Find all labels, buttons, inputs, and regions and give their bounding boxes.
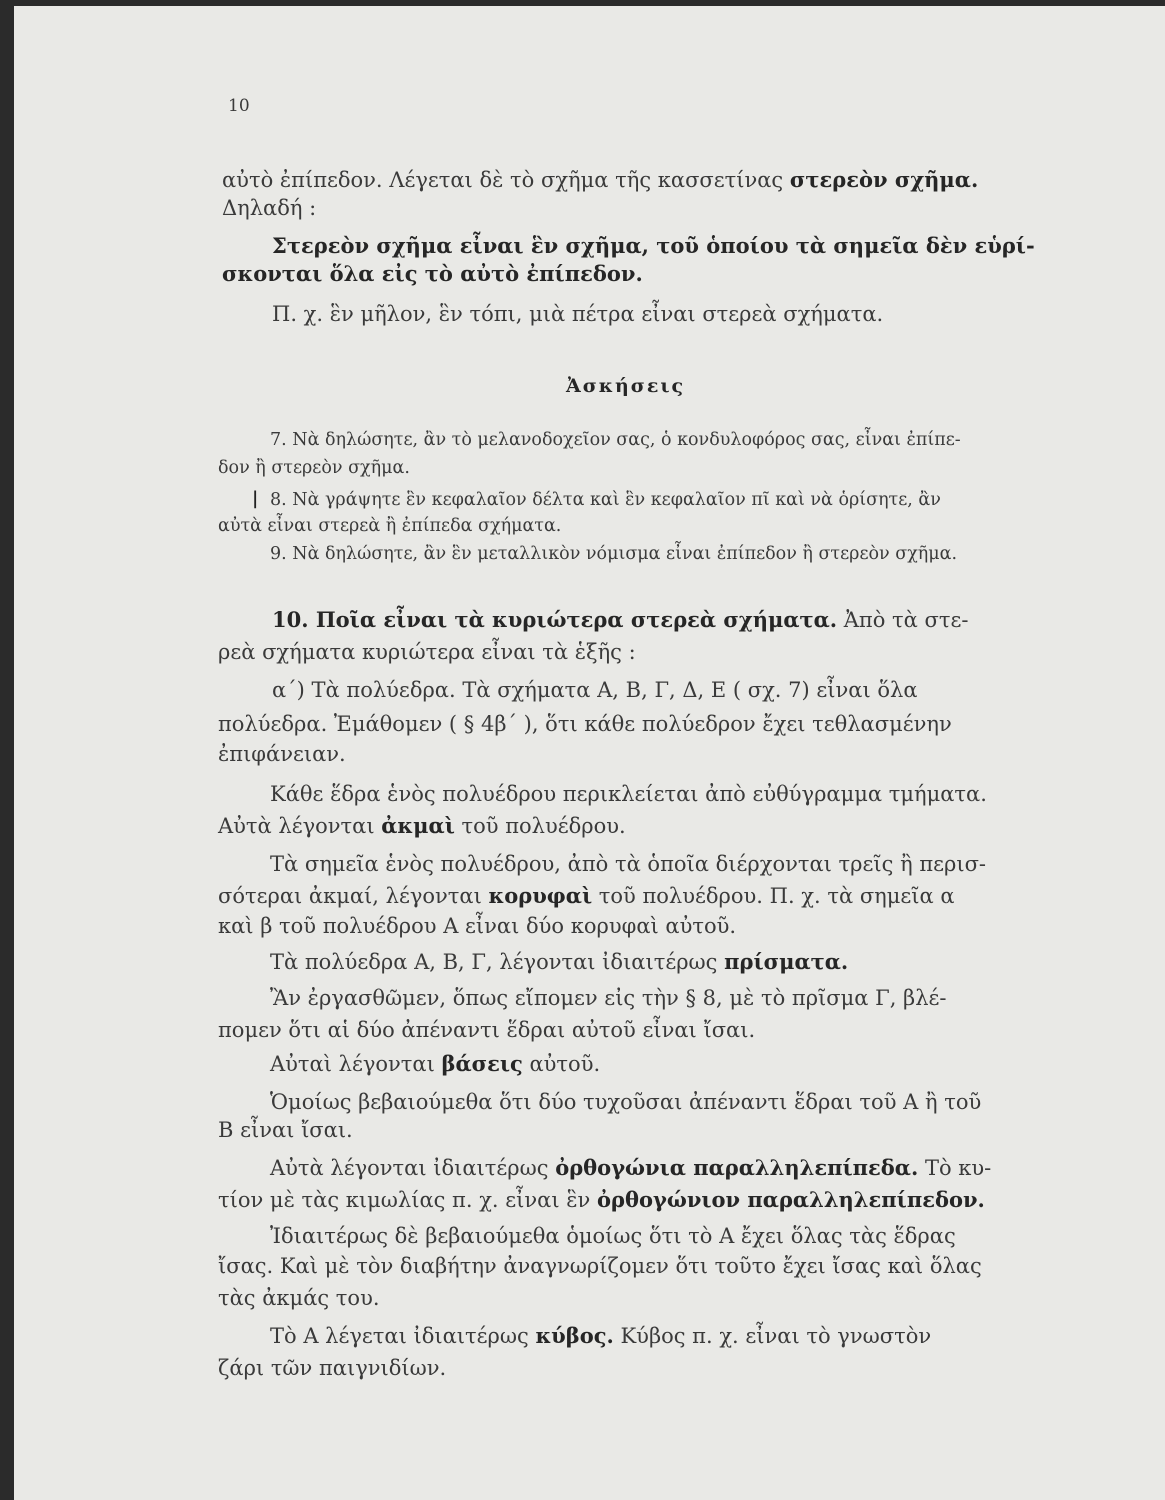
bold-term: ὀρθογώνια παραλληλεπίπεδα. <box>555 1155 919 1180</box>
text-run: τίον μὲ τὰς κιμωλίας π. χ. εἶναι ἓν <box>218 1188 597 1212</box>
paragraph-line: ἴσας. Καὶ μὲ τὸν διαβήτην ἀναγνωρίζομεν ὅτι τοῦτο ἔχει ἴσας καὶ ὅλας <box>218 1254 982 1278</box>
bold-term: κορυφαὶ <box>488 883 593 908</box>
text-run: Τὰ πολύεδρα Α, Β, Γ, λέγονται ἰδιαιτέρως <box>270 950 725 974</box>
example-line: Π. χ. ἓν μῆλον, ἓν τόπι, μιὰ πέτρα εἶναι στερεὰ σχήματα. <box>272 302 884 326</box>
text-run: Ἀπὸ τὰ στε- <box>837 608 969 632</box>
paragraph-line: Κάθε ἕδρα ἑνὸς πολυέδρου περικλείεται ἀπὸ εὐθύγραμμα τμήματα. <box>270 782 987 806</box>
page-number: 10 <box>228 96 250 116</box>
paragraph-line <box>270 1154 991 1182</box>
paragraph-line: πολύεδρα. Ἐμάθομεν ( § 4β΄ ), ὅτι κάθε πολύεδρον ἔχει τεθλασμένην <box>218 712 952 736</box>
paragraph-line: ρεὰ σχήματα κυριώτερα εἶναι τὰ ἑξῆς : <box>218 640 636 664</box>
paragraph-line: τὰς ἀκμάς του. <box>218 1286 380 1310</box>
paragraph-line <box>270 1322 931 1350</box>
paragraph-line: Ἂν ἐργασθῶμεν, ὅπως εἴπομεν εἰς τὴν § 8, μὲ τὸ πρῖσμα Γ, βλέ- <box>270 986 947 1010</box>
bold-term: ὀρθογώνιον παραλληλεπίπεδον. <box>596 1187 985 1212</box>
paragraph-line: καὶ β τοῦ πολυέδρου Α εἶναι δύο κορυφαὶ αὐτοῦ. <box>218 914 737 938</box>
paragraph-line <box>218 882 955 910</box>
bold-term: ἀκμαὶ <box>381 813 455 838</box>
exercise-8-line: αὐτὰ εἶναι στερεὰ ἢ ἐπίπεδα σχήματα. <box>218 516 562 536</box>
text-run: σότεραι ἀκμαί, λέγονται <box>218 884 489 908</box>
text-run: τοῦ πολυέδρου. Π. χ. τὰ σημεῖα α <box>592 884 955 908</box>
text-run: Αὐτὰ λέγονται <box>218 814 382 838</box>
text-run: Αὐταὶ λέγονται <box>270 1052 442 1076</box>
paragraph-line <box>218 1186 985 1214</box>
paragraph-line: Ἰδιαιτέρως δὲ βεβαιούμεθα ὁμοίως ὅτι τὸ Α ἔχει ὅλας τὰς ἕδρας <box>270 1224 956 1248</box>
exercise-7-line: 7. Νὰ δηλώσητε, ἂν τὸ μελανοδοχεῖον σας, ὁ κονδυλοφόρος σας, εἶναι ἐπίπε- <box>270 430 961 450</box>
exercise-7-line: δον ἢ στερεὸν σχῆμα. <box>218 458 410 478</box>
paragraph-line: ἐπιφάνειαν. <box>218 742 346 766</box>
exercises-heading: Ἀσκήσεις <box>566 375 686 397</box>
paragraph-line <box>270 948 848 976</box>
paragraph-line <box>218 812 626 840</box>
text-run: Αὐτὰ λέγονται ἰδιαιτέρως <box>270 1156 556 1180</box>
paragraph-line <box>222 166 978 194</box>
paragraph-line: α΄) Τὰ πολύεδρα. Τὰ σχήματα Α, Β, Γ, Δ, Ε ( σχ. 7) εἶναι ὅλα <box>272 678 918 702</box>
text-run: Τὸ κυ- <box>918 1156 992 1180</box>
paragraph-line: Β εἶναι ἴσαι. <box>218 1118 353 1142</box>
book-page <box>14 6 1165 1500</box>
text-run: Κύβος π. χ. εἶναι τὸ γνωστὸν <box>613 1324 932 1348</box>
paragraph-line: ζάρι τῶν παιγνιδίων. <box>218 1356 447 1380</box>
exercise-8-line: 8. Νὰ γράψητε ἓν κεφαλαῖον δέλτα καὶ ἓν κεφαλαῖον πῖ καὶ νὰ ὁρίσητε, ἂν <box>270 490 941 510</box>
bold-term: πρίσματα. <box>724 949 849 974</box>
definition-line: σκονται ὅλα εἰς τὸ αὐτὸ ἐπίπεδον. <box>222 261 643 286</box>
bold-term: στερεὸν σχῆμα. <box>789 167 979 192</box>
paragraph-line: πομεν ὅτι αἱ δύο ἀπέναντι ἕδραι αὐτοῦ εἶναι ἴσαι. <box>218 1018 756 1042</box>
bold-term: κύβος. <box>535 1323 614 1348</box>
section-title: 10. Ποῖα εἶναι τὰ κυριώτερα στερεὰ σχήματα. <box>272 607 838 632</box>
text-run: αὐτοῦ. <box>522 1052 601 1076</box>
text-run: αὐτὸ ἐπίπεδον. Λέγεται δὲ τὸ σχῆμα τῆς κασσετίνας <box>222 168 790 192</box>
text-run: τοῦ πολυέδρου. <box>454 814 626 838</box>
margin-mark: | <box>252 489 259 509</box>
exercise-9-line: 9. Νὰ δηλώσητε, ἂν ἓν μεταλλικὸν νόμισμα εἶναι ἐπίπεδον ἢ στερεὸν σχῆμα. <box>270 544 958 564</box>
section-10-title-line <box>272 606 968 634</box>
paragraph-line: Ὁμοίως βεβαιούμεθα ὅτι δύο τυχοῦσαι ἀπέναντι ἕδραι τοῦ Α ἢ τοῦ <box>270 1090 982 1114</box>
definition-line: Στερεὸν σχῆμα εἶναι ἓν σχῆμα, τοῦ ὁποίου τὰ σημεῖα δὲν εὑρί- <box>272 233 1035 258</box>
paragraph-line: Δηλαδή : <box>222 196 317 220</box>
bold-term: βάσεις <box>441 1051 523 1076</box>
paragraph-line: Τὰ σημεῖα ἑνὸς πολυέδρου, ἀπὸ τὰ ὁποῖα διέρχονται τρεῖς ἢ περισ- <box>270 852 987 876</box>
paragraph-line <box>270 1050 600 1078</box>
text-run: Τὸ Α λέγεται ἰδιαιτέρως <box>270 1324 536 1348</box>
